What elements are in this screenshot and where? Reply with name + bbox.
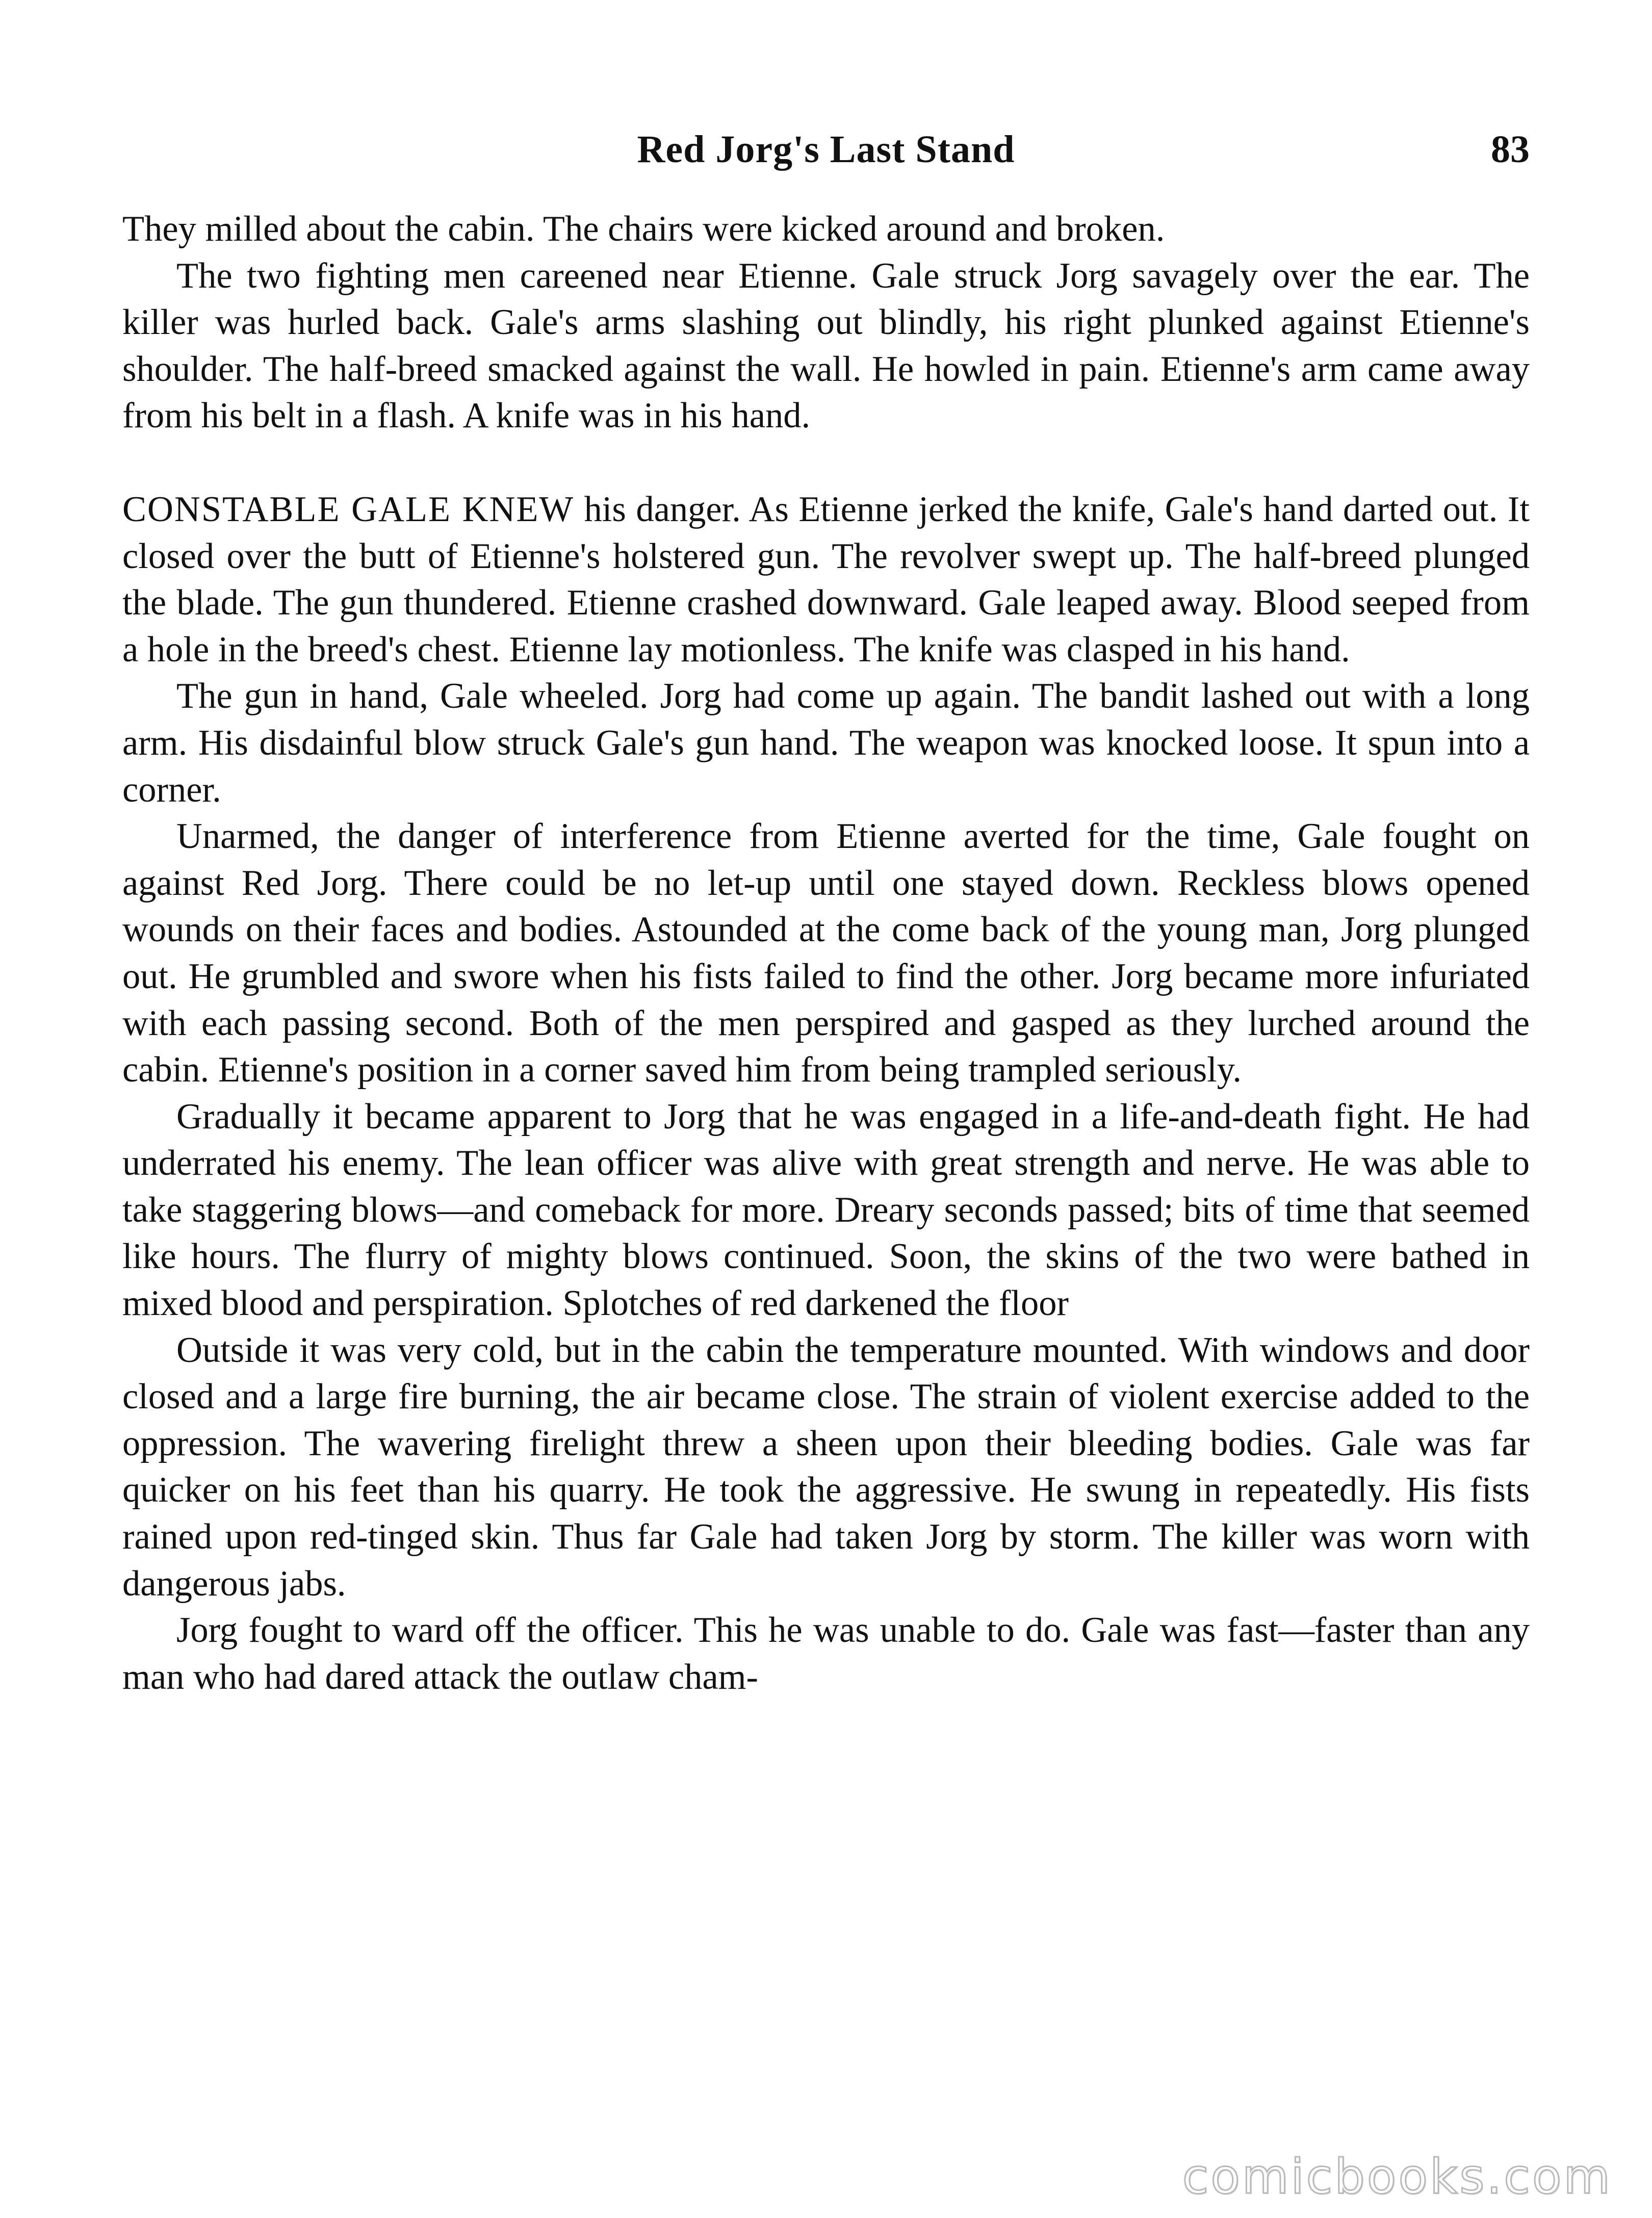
paragraph-6: Gradually it became apparent to Jorg that he was engaged in a life-and-death fight. He had underrated his enemy. The lean officer was alive with great strength and nerve. He was able to take staggering blows—and comeback for more. Dreary seconds passed; bits of time that seemed like hours. The flurry of mighty blows continued. Soon, the skins of the two were bathed in mixed blood and perspiration. Splotches of red darkened the floor bbox=[122, 1096, 1530, 1324]
page-number: 83 bbox=[1491, 128, 1530, 171]
section-lead-in: CONSTABLE GALE KNEW bbox=[122, 489, 574, 529]
paragraph-8: Jorg fought to ward off the officer. This he was unable to do. Gale was fast—faster than any man who had dared attack the outlaw cham- bbox=[122, 1610, 1530, 1697]
paragraph-4: The gun in hand, Gale wheeled. Jorg had come up again. The bandit lashed out with a long arm. His disdainful blow struck Gale's gun hand. The weapon was knocked loose. It spun into a corner. bbox=[122, 676, 1530, 810]
paragraph-2: The two fighting men careened near Etienne. Gale struck Jorg savagely over the ear. The killer was hurled back. Gale's arms slashing out blindly, his right plunked against Etienne's shoulder. The half-breed smacked against the wall. He howled in pain. Etienne's arm came away from his belt in a flash. A knife was in his hand. bbox=[122, 255, 1530, 436]
watermark: comicbooks.com bbox=[1182, 2149, 1612, 2205]
paragraph-5: Unarmed, the danger of interference from Etienne averted for the time, Gale fought on against Red Jorg. There could be no let-up until one stayed down. Reckless blows opened wounds on their faces and bodies. Astounded at the come back of the young man, Jorg plunged out. He grumbled and swore when his fists failed to find the other. Jorg became more infuriated with each passing second. Both of the men perspired and gasped as they lurched around the cabin. Etienne's position in a corner saved him from being trampled seriously. bbox=[122, 816, 1530, 1090]
paragraph-7: Outside it was very cold, but in the cabin the temperature mounted. With windows and door closed and a large fire burning, the air became close. The strain of violent exercise added to the oppression. The wavering firelight threw a sheen upon their bleeding bodies. Gale was far quicker on his feet than his quarry. He took the aggressive. He swung in repeatedly. His fists rained upon red-tinged skin. Thus far Gale had taken Jorg by storm. The killer was worn with dangerous jabs. bbox=[122, 1330, 1530, 1604]
page-header bbox=[122, 121, 1530, 177]
story-text bbox=[122, 206, 1530, 1700]
paragraph-3 bbox=[122, 486, 1530, 673]
paragraph-1: They milled about the cabin. The chairs were kicked around and broken. bbox=[122, 209, 1165, 249]
paragraph-3-text: his danger. As Etienne jerked the knife, Gale's hand darted out. It closed over the butt of Etienne's holstered gun. The revolver swept up. The half-breed plunged the blade. The gun thundered. Etienne crashed downward. Gale leaped away. Blood seeped from a hole in the breed's chest. Etienne lay motionless. The knife was clasped in his hand. bbox=[122, 489, 1530, 669]
running-title: Red Jorg's Last Stand bbox=[637, 128, 1015, 171]
